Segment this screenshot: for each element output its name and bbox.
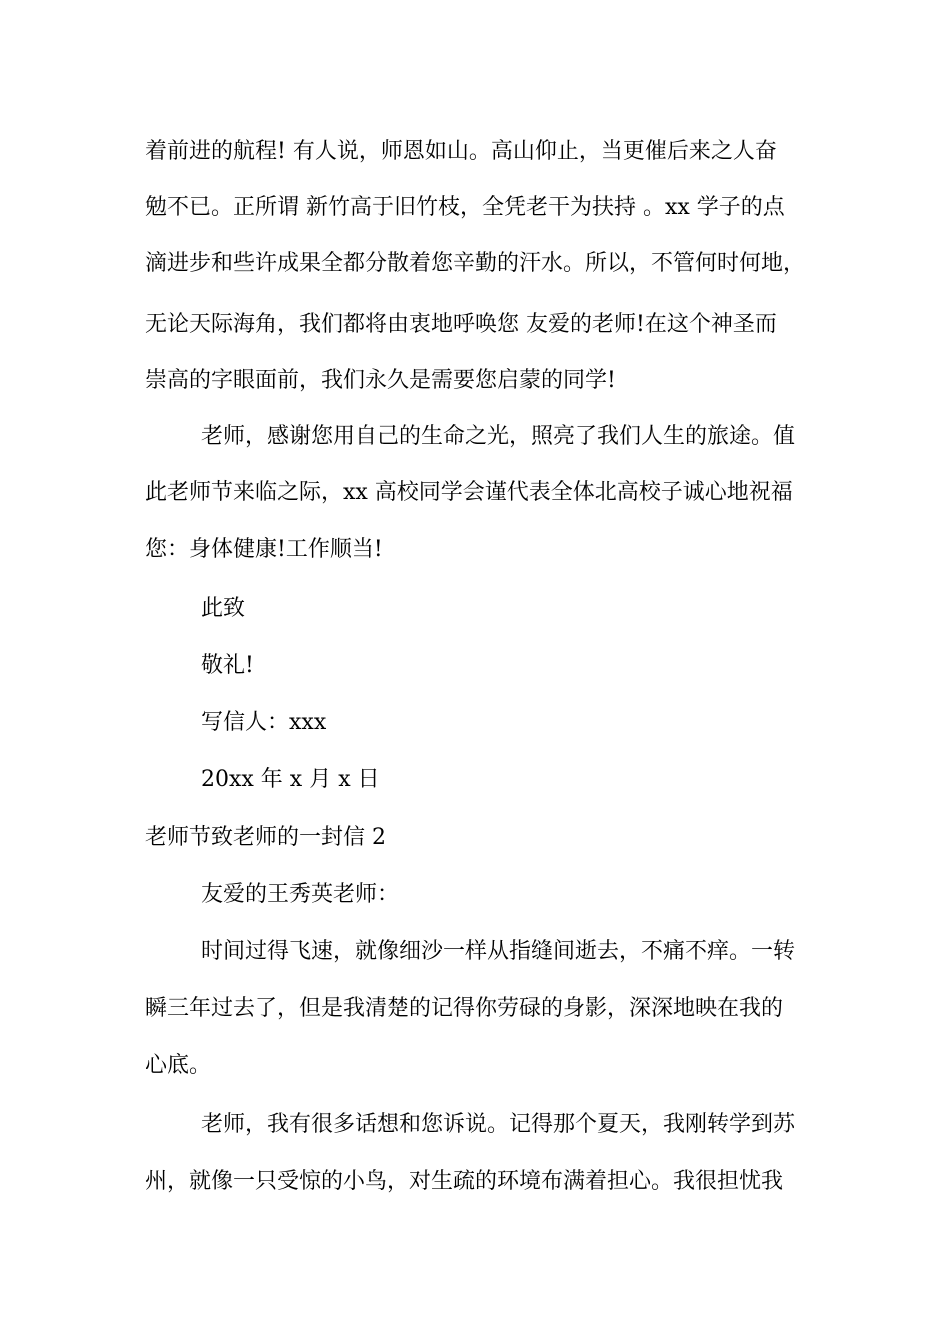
closing-salutation: 此致 [201, 596, 246, 621]
text-line: 着前进的航程! 有人说，师恩如山。高山仰止，当更催后来之人奋 [145, 139, 777, 164]
text-line: 心底。 [145, 1053, 212, 1078]
text-line: 州，就像一只受惊的小鸟，对生疏的环境布满着担心。我很担忧我 [145, 1169, 784, 1194]
text-line: 您：身体健康!工作顺当! [145, 537, 383, 562]
letter-author: 写信人：xxx [201, 710, 327, 735]
paragraph-first-line: 老师，我有很多话想和您诉说。记得那个夏天，我刚转学到苏 [201, 1112, 796, 1137]
text-line: 此老师节来临之际，xx 高校同学会谨代表全体北高校子诚心地祝福 [145, 480, 793, 505]
text-line: 勉不已。正所谓 新竹高于旧竹枝，全凭老干为扶持 。xx 学子的点 [145, 195, 785, 220]
text-line: 瞬三年过去了，但是我清楚的记得你劳碌的身影，深深地映在我的 [145, 996, 784, 1021]
closing-respect: 敬礼! [201, 653, 254, 678]
text-line: 滴进步和些许成果全都分散着您辛勤的汗水。所以，不管何时何地， [145, 251, 806, 276]
paragraph-first-line: 老师，感谢您用自己的生命之光，照亮了我们人生的旅途。值 [201, 424, 796, 449]
paragraph-first-line: 时间过得飞速，就像细沙一样从指缝间逝去，不痛不痒。一转 [201, 939, 796, 964]
letter-greeting: 友爱的王秀英老师： [201, 882, 400, 907]
text-line: 无论天际海角，我们都将由衷地呼唤您 友爱的老师!在这个神圣而 [145, 312, 777, 337]
section-heading: 老师节致老师的一封信 2 [145, 825, 386, 850]
text-line: 崇高的字眼面前，我们永久是需要您启蒙的同学! [145, 368, 616, 393]
letter-date: 20xx 年 x 月 x 日 [201, 767, 380, 792]
